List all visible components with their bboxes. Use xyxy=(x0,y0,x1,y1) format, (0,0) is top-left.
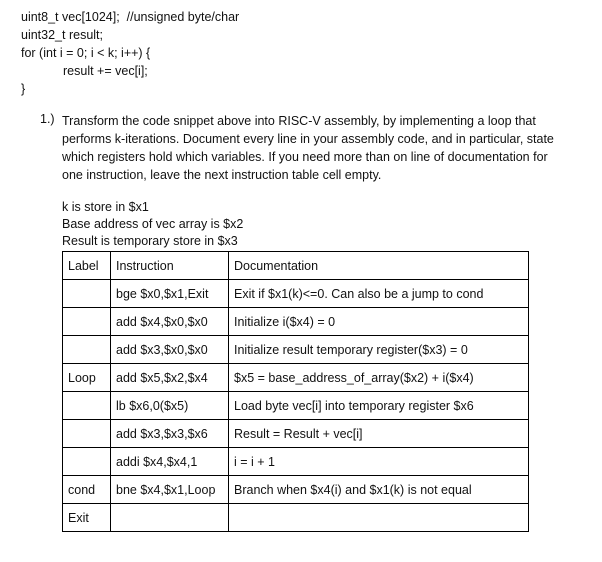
label-cell xyxy=(63,420,111,448)
instruction-cell: add $x3,$x3,$x6 xyxy=(111,420,229,448)
instruction-cell: add $x5,$x2,$x4 xyxy=(111,364,229,392)
documentation-cell: Initialize i($x4) = 0 xyxy=(229,308,529,336)
table-row xyxy=(63,280,529,308)
instruction-cell: bge $x0,$x1,Exit xyxy=(111,280,229,308)
table-row xyxy=(63,420,529,448)
question-text: Transform the code snippet above into RISC-V assembly, by implementing a loop that performs k-iterations. Document every line in your assembly code, and in particular, state which registers hold which variables. If you need more than on line of documentation for one instruction, leave the next instruction table cell empty. xyxy=(62,114,554,182)
label-cell xyxy=(63,336,111,364)
table-header-row xyxy=(63,252,529,280)
documentation-cell: Branch when $x4(i) and $x1(k) is not equal xyxy=(229,476,529,504)
code-snippet xyxy=(21,8,239,98)
documentation-cell xyxy=(229,504,529,532)
code-line-4: result += vec[i]; xyxy=(63,64,148,78)
documentation-cell: Load byte vec[i] into temporary register $x6 xyxy=(229,392,529,420)
register-notes xyxy=(62,199,243,250)
instruction-cell: addi $x4,$x4,1 xyxy=(111,448,229,476)
note-base-address: Base address of vec array is $x2 xyxy=(62,217,244,231)
instruction-cell: lb $x6,0($x5) xyxy=(111,392,229,420)
instruction-cell: bne $x4,$x1,Loop xyxy=(111,476,229,504)
note-k: k is store in $x1 xyxy=(62,200,149,214)
label-cell: Loop xyxy=(63,364,111,392)
code-line-1: uint8_t vec[1024]; //unsigned byte/char xyxy=(21,10,240,24)
label-cell xyxy=(63,280,111,308)
table-row xyxy=(63,336,529,364)
documentation-cell: $x5 = base_address_of_array($x2) + i($x4) xyxy=(229,364,529,392)
label-cell: Exit xyxy=(63,504,111,532)
documentation-cell: Exit if $x1(k)<=0. Can also be a jump to cond xyxy=(229,280,529,308)
label-cell xyxy=(63,392,111,420)
table-row xyxy=(63,364,529,392)
question-number: 1.) xyxy=(40,112,55,126)
label-cell xyxy=(63,308,111,336)
table-row xyxy=(63,308,529,336)
instruction-cell: add $x3,$x0,$x0 xyxy=(111,336,229,364)
label-cell xyxy=(63,448,111,476)
documentation-cell: i = i + 1 xyxy=(229,448,529,476)
code-line-5: } xyxy=(21,82,26,96)
header-instruction: Instruction xyxy=(111,252,229,280)
header-documentation: Documentation xyxy=(229,252,529,280)
note-result: Result is temporary store in $x3 xyxy=(62,234,238,248)
table-row xyxy=(63,476,529,504)
instruction-cell: add $x4,$x0,$x0 xyxy=(111,308,229,336)
table-row xyxy=(63,448,529,476)
instruction-cell xyxy=(111,504,229,532)
code-line-2: uint32_t result; xyxy=(21,28,103,42)
documentation-cell: Result = Result + vec[i] xyxy=(229,420,529,448)
assembly-table xyxy=(62,251,529,532)
documentation-cell: Initialize result temporary register($x3) = 0 xyxy=(229,336,529,364)
header-label: Label xyxy=(63,252,111,280)
label-cell: cond xyxy=(63,476,111,504)
table-row xyxy=(63,504,529,532)
code-line-3: for (int i = 0; i < k; i++) { xyxy=(21,46,151,60)
table-row xyxy=(63,392,529,420)
